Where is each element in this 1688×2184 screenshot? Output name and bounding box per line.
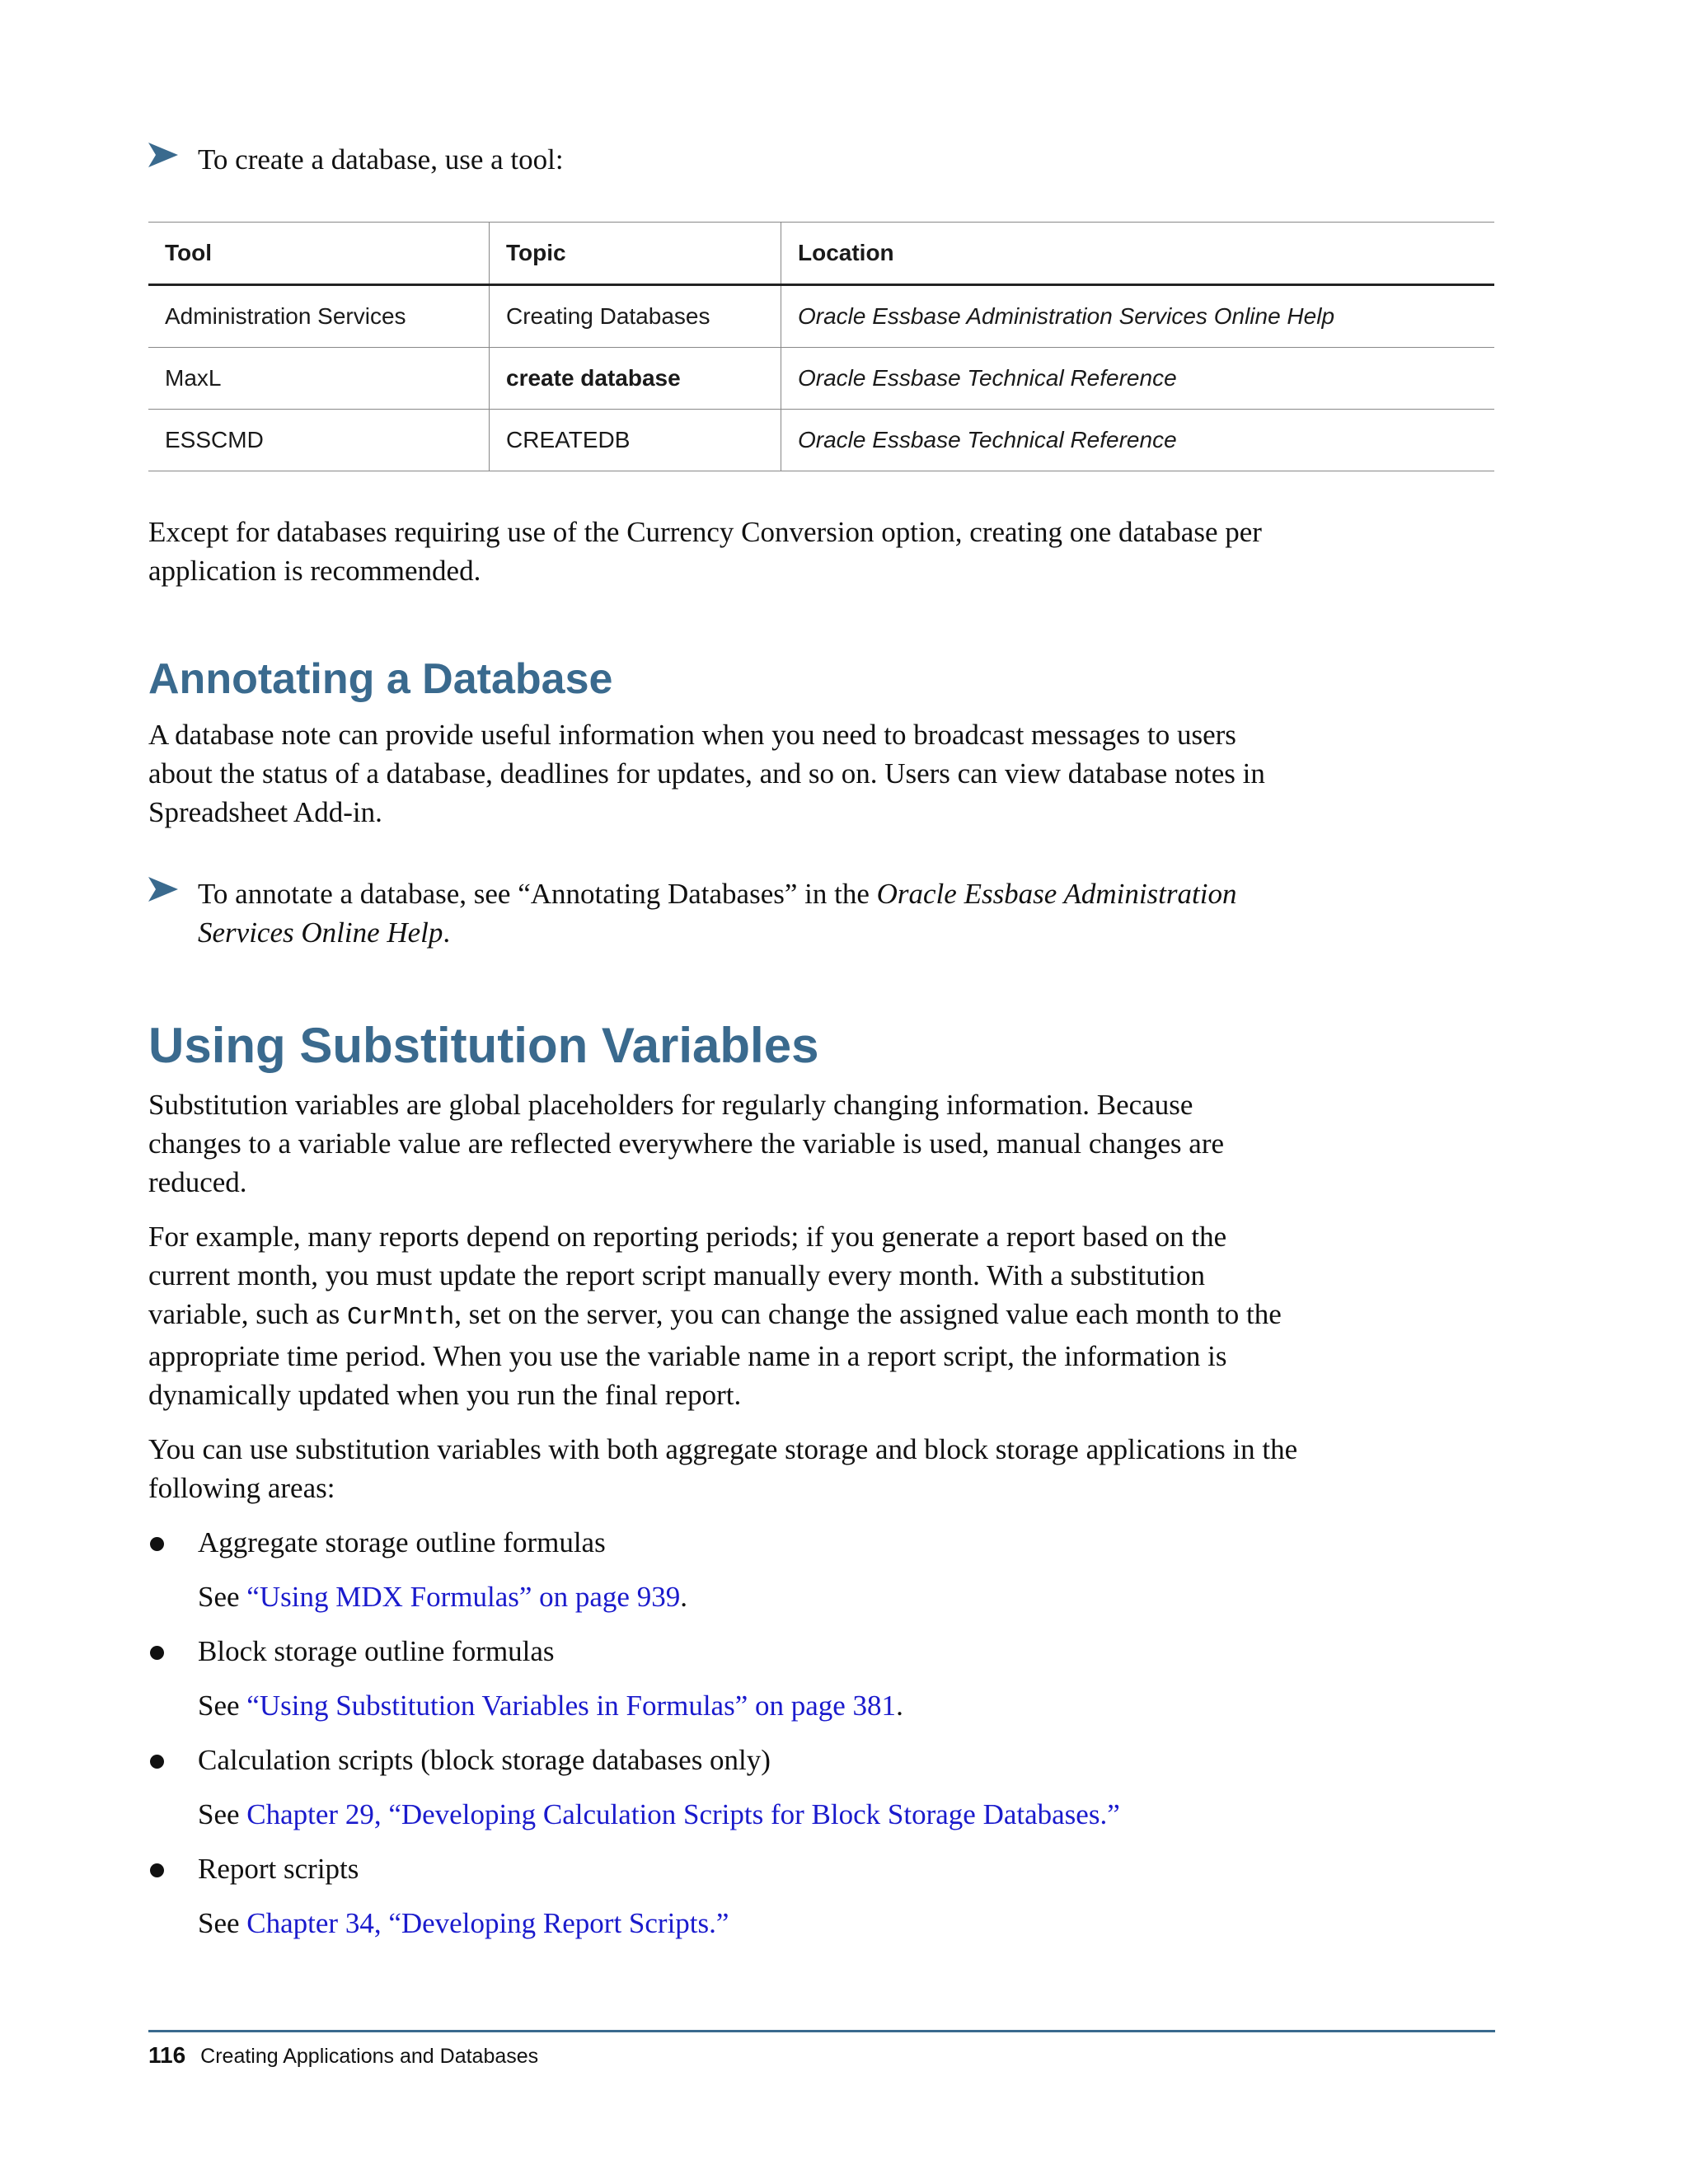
page-footer bbox=[148, 2042, 538, 2069]
procedure-text-suffix: . bbox=[443, 916, 451, 949]
substitution-paragraph-2 bbox=[148, 1217, 1302, 1414]
procedure-create-database bbox=[148, 140, 1319, 179]
substitution-areas-list bbox=[148, 1632, 1319, 1671]
see-reference bbox=[148, 1577, 1319, 1616]
xref-link-chapter-29[interactable]: Chapter 29, “Developing Calculation Scripts for Block Storage Databases.” bbox=[246, 1798, 1120, 1830]
list-item-label: Report scripts bbox=[198, 1853, 359, 1885]
cell-location: Oracle Essbase Technical Reference bbox=[781, 410, 1495, 471]
cell-topic: create database bbox=[490, 348, 781, 410]
footer-divider bbox=[148, 2030, 1495, 2032]
substitution-paragraph-3: You can use substitution variables with both aggregate storage and block storage applications in the following areas: bbox=[148, 1433, 1298, 1504]
bullet-icon bbox=[150, 1537, 164, 1551]
cell-topic: Creating Databases bbox=[490, 285, 781, 348]
annotating-paragraph: A database note can provide useful information when you need to broadcast messages to users about the status of a database, deadlines for updates, and so on. Users can view database notes in Spreadsheet Add-in. bbox=[148, 719, 1265, 828]
table-row bbox=[148, 348, 1494, 410]
procedure-arrow-icon bbox=[148, 877, 178, 902]
procedure-text-prefix: To annotate a database, see “Annotating Databases” in the bbox=[198, 878, 877, 910]
substitution-areas-list bbox=[148, 1849, 1319, 1888]
code-curmnth: CurMnth bbox=[347, 1303, 455, 1332]
footer-page-number: 116 bbox=[148, 2042, 186, 2068]
list-item-label: Aggregate storage outline formulas bbox=[198, 1526, 606, 1558]
procedure-book-title: Oracle Essbase Administration Services Online Help bbox=[198, 878, 1237, 949]
see-label: See bbox=[198, 1798, 240, 1830]
see-label: See bbox=[198, 1581, 240, 1613]
list-item-block-formulas bbox=[148, 1632, 1319, 1671]
header-topic: Topic bbox=[490, 223, 781, 285]
substitution-paragraph-1: Substitution variables are global placeholders for regularly changing information. Because changes to a variable value are reflected everywhere the variable is used, manual changes are reduced. bbox=[148, 1089, 1225, 1198]
list-item-calc-scripts bbox=[148, 1741, 1319, 1779]
see-end: . bbox=[896, 1690, 903, 1722]
cell-tool: Administration Services bbox=[148, 285, 490, 348]
table-row bbox=[148, 285, 1494, 348]
header-location: Location bbox=[781, 223, 1495, 285]
table-row bbox=[148, 410, 1494, 471]
procedure-arrow-icon bbox=[148, 143, 178, 167]
para2-text-before: For example, many reports depend on reporting periods; if you generate a report based on the current month, you must update the report script manually every month. With a substitution variable, such as bbox=[148, 1221, 1227, 1330]
bullet-icon bbox=[150, 1646, 164, 1660]
see-label: See bbox=[198, 1690, 240, 1722]
xref-link-chapter-34[interactable]: Chapter 34, “Developing Report Scripts.” bbox=[246, 1907, 729, 1939]
substitution-areas-list bbox=[148, 1741, 1319, 1779]
cell-location: Oracle Essbase Administration Services Online Help bbox=[781, 285, 1495, 348]
xref-link-substitution-formulas[interactable]: “Using Substitution Variables in Formulas” on page 381 bbox=[246, 1690, 897, 1722]
see-end: . bbox=[680, 1581, 687, 1613]
procedure-annotate-database bbox=[148, 874, 1327, 952]
see-reference bbox=[148, 1686, 1319, 1725]
currency-note-paragraph: Except for databases requiring use of the Currency Conversion option, creating one database per application is recommended. bbox=[148, 516, 1262, 587]
tools-table bbox=[148, 222, 1494, 471]
list-item-aggregate-formulas bbox=[148, 1523, 1319, 1562]
header-tool: Tool bbox=[148, 223, 490, 285]
see-reference bbox=[148, 1904, 1319, 1943]
see-label: See bbox=[198, 1907, 240, 1939]
heading-annotating-database: Annotating a Database bbox=[148, 655, 613, 703]
xref-link-mdx-formulas[interactable]: “Using MDX Formulas” on page 939 bbox=[246, 1581, 681, 1613]
cell-location: Oracle Essbase Technical Reference bbox=[781, 348, 1495, 410]
para2-text-after: , set on the server, you can change the assigned value each month to the appropriate time period. When you use the variable name in a report script, the information is dynamically updated when you run the final report. bbox=[148, 1298, 1282, 1411]
footer-chapter-title: Creating Applications and Databases bbox=[200, 2045, 539, 2068]
see-reference bbox=[148, 1795, 1319, 1834]
procedure-text: To create a database, use a tool: bbox=[198, 143, 564, 176]
list-item-label: Block storage outline formulas bbox=[198, 1635, 555, 1667]
bullet-icon bbox=[150, 1863, 164, 1877]
table-header-row bbox=[148, 223, 1494, 285]
cell-tool: ESSCMD bbox=[148, 410, 490, 471]
page-content bbox=[148, 140, 1335, 1943]
list-item-label: Calculation scripts (block storage databases only) bbox=[198, 1744, 771, 1776]
list-item-report-scripts bbox=[148, 1849, 1319, 1888]
bullet-icon bbox=[150, 1755, 164, 1769]
cell-topic: CREATEDB bbox=[490, 410, 781, 471]
heading-substitution-variables: Using Substitution Variables bbox=[148, 1018, 819, 1073]
cell-tool: MaxL bbox=[148, 348, 490, 410]
substitution-areas-list bbox=[148, 1523, 1319, 1562]
